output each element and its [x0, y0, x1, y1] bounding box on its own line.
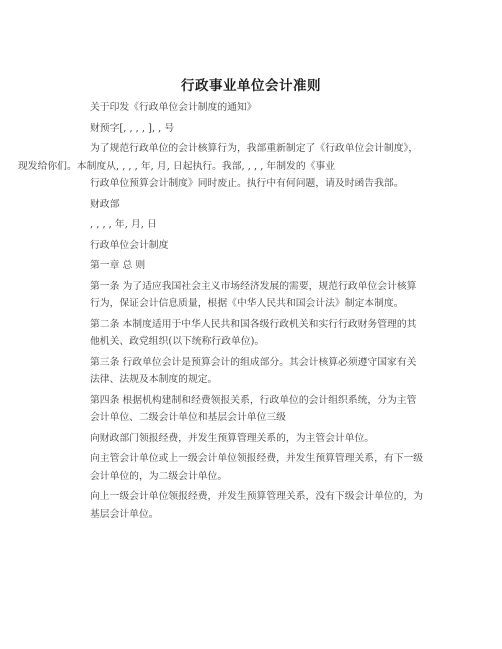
article-2-line-2: 他机关、政党组织(以下统称行政单位)。 — [90, 336, 265, 347]
document-body — [18, 100, 450, 524]
main-unit-definition: 向财政部门领报经费，并发生预算管理关系的，为主管会计单位。 — [90, 432, 375, 444]
intro-line-2: 现发给你们。本制度从, , , , 年, 月, 日起执行。我部, , , , 年制发的《事业 — [18, 160, 336, 172]
notice-title-line: 关于印发《行政单位会计制度的通知》 — [90, 102, 257, 113]
article-3-line-2: 法律、法规及本制度的规定。 — [90, 374, 218, 385]
base-unit-line-1: 向上一级会计单位领报经费，并发生预算管理关系，没有下级会计单位的，为 — [90, 491, 424, 502]
article-4-line-2: 会计单位、二级会计单位和基层会计单位三级 — [90, 412, 286, 423]
document-number-line: 财预字[, , , , ], , 号 — [90, 122, 175, 134]
article-3-line-1: 第三条 行政单位会计是预算会计的组成部分。其会计核算必须遵守国家有关 — [90, 356, 417, 368]
issuer-line: 财政部 — [90, 198, 120, 210]
article-1-line-2: 行为，保证会计信息质量，根据《中华人民共和国会计法》制定本制度。 — [90, 298, 404, 309]
chapter-heading: 第一章 总 则 — [90, 260, 146, 271]
secondary-unit-line-2: 会计单位的，为二级会计单位。 — [90, 470, 228, 482]
base-unit-line-2: 基层会计单位。 — [90, 508, 159, 520]
intro-line-3: 行政单位预算会计制度》同时废止。执行中有何问题，请及时函告我部。 — [90, 178, 404, 189]
regulation-name-line: 行政单位会计制度 — [90, 239, 169, 251]
article-2-line-1: 第二条 本制度适用于中华人民共和国各级行政机关和实行行政财务管理的其 — [90, 318, 417, 330]
secondary-unit-line-1: 向主管会计单位或上一级会计单位领报经费，并发生预算管理关系，有下一级 — [90, 453, 424, 464]
article-4-line-1: 第四条 根据机构建制和经费领报关系，行政单位的会计组织系统，分为主管 — [90, 394, 417, 406]
article-1-line-1: 第一条 为了适应我国社会主义市场经济发展的需要，规范行政单位会计核算 — [90, 280, 417, 292]
intro-line-1: 为了规范行政单位的会计核算行为，我部重新制定了《行政单位会计制度》， — [90, 143, 419, 154]
document-title: 行政事业单位会计准则 — [181, 78, 321, 94]
date-line: , , , , 年, 月, 日 — [90, 219, 157, 230]
